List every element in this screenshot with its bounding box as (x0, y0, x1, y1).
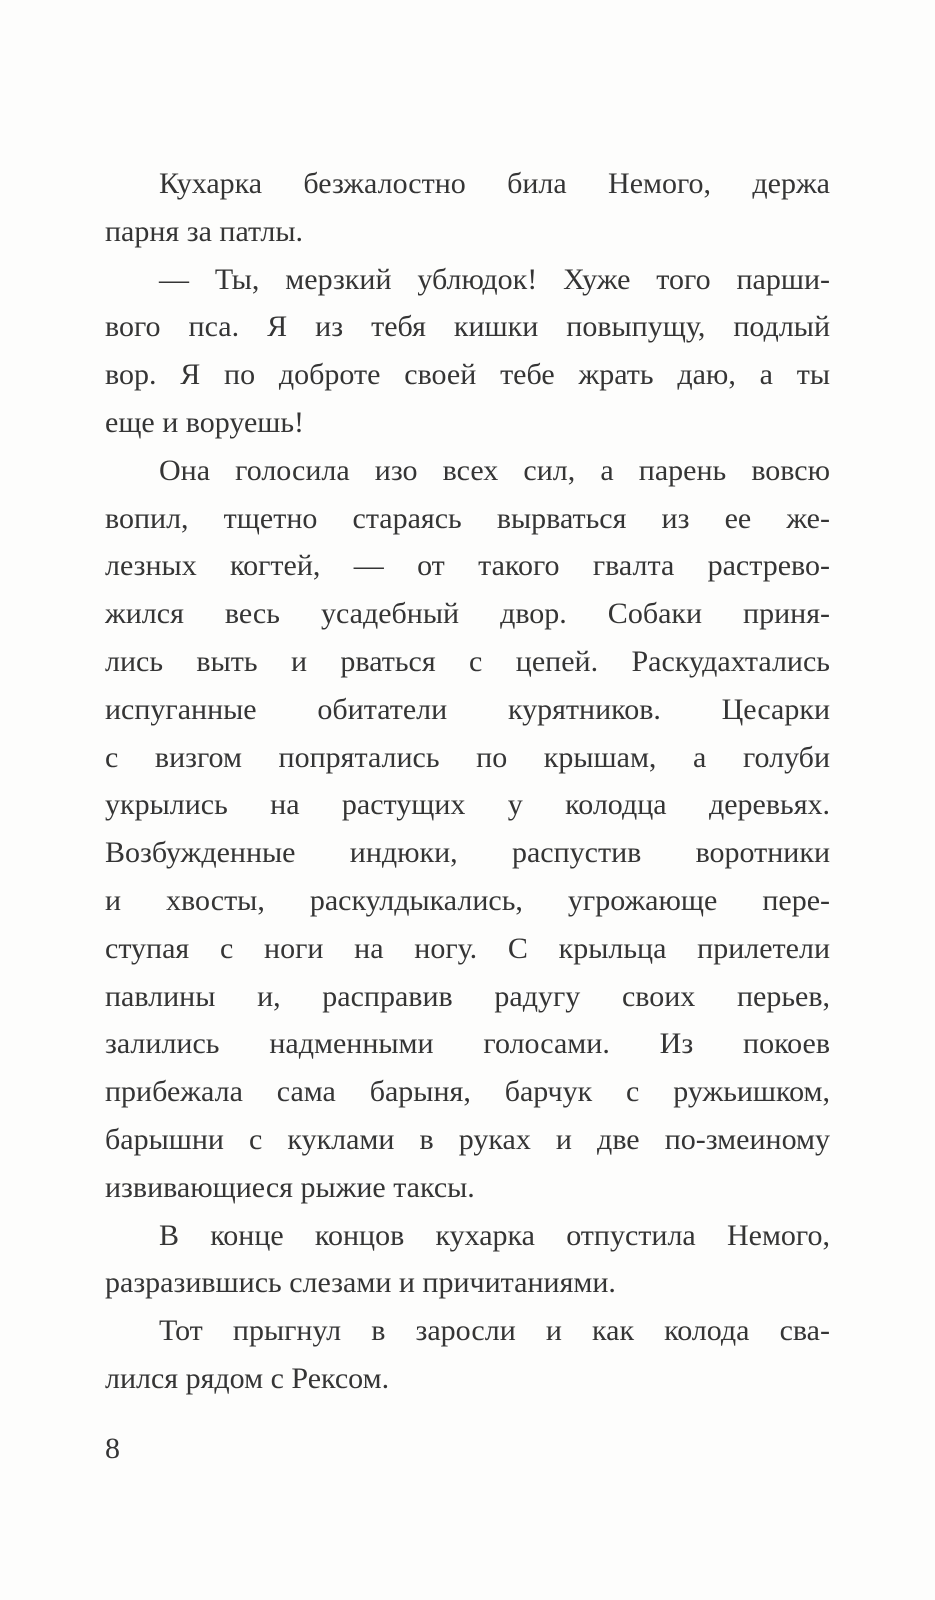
page-body-text (105, 160, 830, 1403)
text-line: вого пса. Я из тебя кишки повыпущу, подлый (105, 310, 830, 344)
text-line: ступая с ноги на ногу. С крыльца прилетели (105, 931, 830, 965)
text-line: Возбужденные индюки, распустив воротники (105, 836, 830, 870)
text-line: укрылись на растущих у колодца деревьях. (105, 788, 830, 822)
text-line: — Ты, мерзкий ублюдок! Хуже того парши- (159, 262, 830, 296)
text-line: парня за патлы. (105, 214, 303, 248)
text-line: лился рядом с Рексом. (105, 1361, 390, 1395)
paragraph (105, 1307, 830, 1403)
text-line: и хвосты, раскулдыкались, угрожающе пере- (105, 883, 830, 917)
text-line: извивающиеся рыжие таксы. (105, 1170, 475, 1204)
text-line: павлины и, расправив радугу своих перьев, (105, 979, 830, 1013)
text-line: жился весь усадебный двор. Собаки приня- (105, 597, 830, 631)
text-line: испуганные обитатели курятников. Цесарки (105, 692, 830, 726)
paragraph (105, 447, 830, 1212)
text-line: прибежала сама барыня, барчук с ружьишком, (105, 1075, 830, 1109)
text-line: В конце концов кухарка отпустила Немого, (159, 1218, 830, 1252)
text-line: Она голосила изо всех сил, а парень вовсю (159, 453, 830, 487)
text-line: разразившись слезами и причитаниями. (105, 1266, 616, 1300)
text-line: вопил, тщетно стараясь вырваться из ее же- (105, 501, 830, 535)
text-line: барышни с куклами в руках и две по-змеиному (105, 1122, 830, 1156)
paragraph (105, 256, 830, 447)
text-line: лезных когтей, — от такого гвалта растрево- (105, 549, 830, 583)
text-line: с визгом попрятались по крышам, а голуби (105, 740, 830, 774)
text-line: еще и воруешь! (105, 405, 305, 439)
text-line: вор. Я по доброте своей тебе жрать даю, а ты (105, 358, 830, 392)
page-number: 8 (105, 1432, 120, 1465)
text-line: Кухарка безжалостно била Немого, держа (159, 167, 830, 200)
paragraph (105, 1212, 830, 1308)
text-line: лись выть и рваться с цепей. Раскудахтались (105, 644, 830, 678)
text-line: Тот прыгнул в заросли и как колода сва- (159, 1314, 830, 1348)
paragraph (105, 160, 830, 256)
text-line: залились надменными голосами. Из покоев (105, 1027, 830, 1061)
